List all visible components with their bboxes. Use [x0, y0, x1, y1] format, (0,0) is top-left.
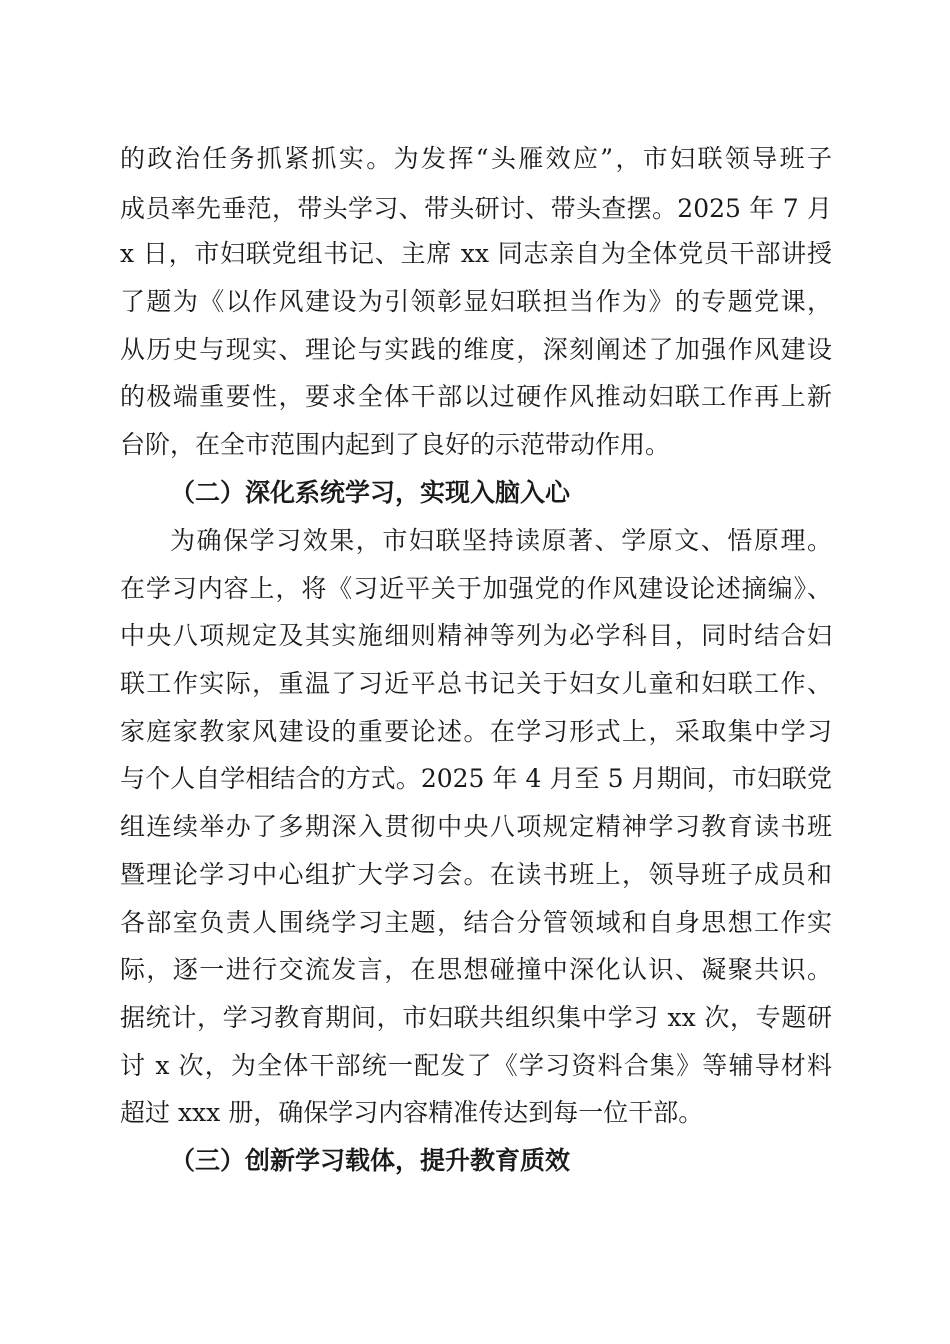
text-line: 与个人自学相结合的方式。2025 年 4 月至 5 月期间，市妇联党 [120, 764, 832, 793]
text-line: 在学习内容上，将《习近平关于加强党的作风建设论述摘编》、 [120, 574, 832, 603]
text-line: 了题为《以作风建设为引领彰显妇联担当作为》的专题党课， [120, 287, 832, 316]
text-line: 各部室负责人围绕学习主题，结合分管领域和自身思想工作实 [120, 908, 832, 937]
text-line: 成员率先垂范，带头学习、带头研讨、带头查摆。2025 年 7 月 [120, 194, 832, 223]
text-line: 暨理论学习中心组扩大学习会。在读书班上，领导班子成员和 [120, 860, 832, 889]
text-line: 超过 xxx 册，确保学习内容精准传达到每一位干部。 [120, 1098, 704, 1127]
text-line: 的极端重要性，要求全体干部以过硬作风推动妇联工作再上新 [120, 382, 832, 411]
text-line: 从历史与现实、理论与实践的维度，深刻阐述了加强作风建设 [120, 335, 832, 364]
text-line: x 日，市妇联党组书记、主席 xx 同志亲自为全体党员干部讲授 [120, 239, 832, 268]
section-heading: （二）深化系统学习，实现入脑入心 [170, 478, 571, 507]
text-line: 中央八项规定及其实施细则精神等列为必学科目，同时结合妇 [120, 621, 832, 650]
text-line: 家庭家教家风建设的重要论述。在学习形式上，采取集中学习 [120, 717, 832, 746]
text-line: 际，逐一进行交流发言，在思想碰撞中深化认识、凝聚共识。 [120, 955, 832, 984]
text-line: 组连续举办了多期深入贯彻中央八项规定精神学习教育读书班 [120, 812, 832, 841]
text-line: 讨 x 次，为全体干部统一配发了《学习资料合集》等辅导材料 [120, 1051, 832, 1080]
text-line: 台阶，在全市范围内起到了良好的示范带动作用。 [120, 430, 671, 459]
text-line: 的政治任务抓紧抓实。为发挥“头雁效应”，市妇联领导班子 [120, 144, 832, 173]
text-line: 为确保学习效果，市妇联坚持读原著、学原文、悟原理。 [170, 526, 832, 555]
section-heading: （三）创新学习载体，提升教育质效 [170, 1146, 571, 1175]
text-line: 据统计，学习教育期间，市妇联共组织集中学习 xx 次，专题研 [120, 1003, 832, 1032]
text-line: 联工作实际，重温了习近平总书记关于妇女儿童和妇联工作、 [120, 669, 832, 698]
